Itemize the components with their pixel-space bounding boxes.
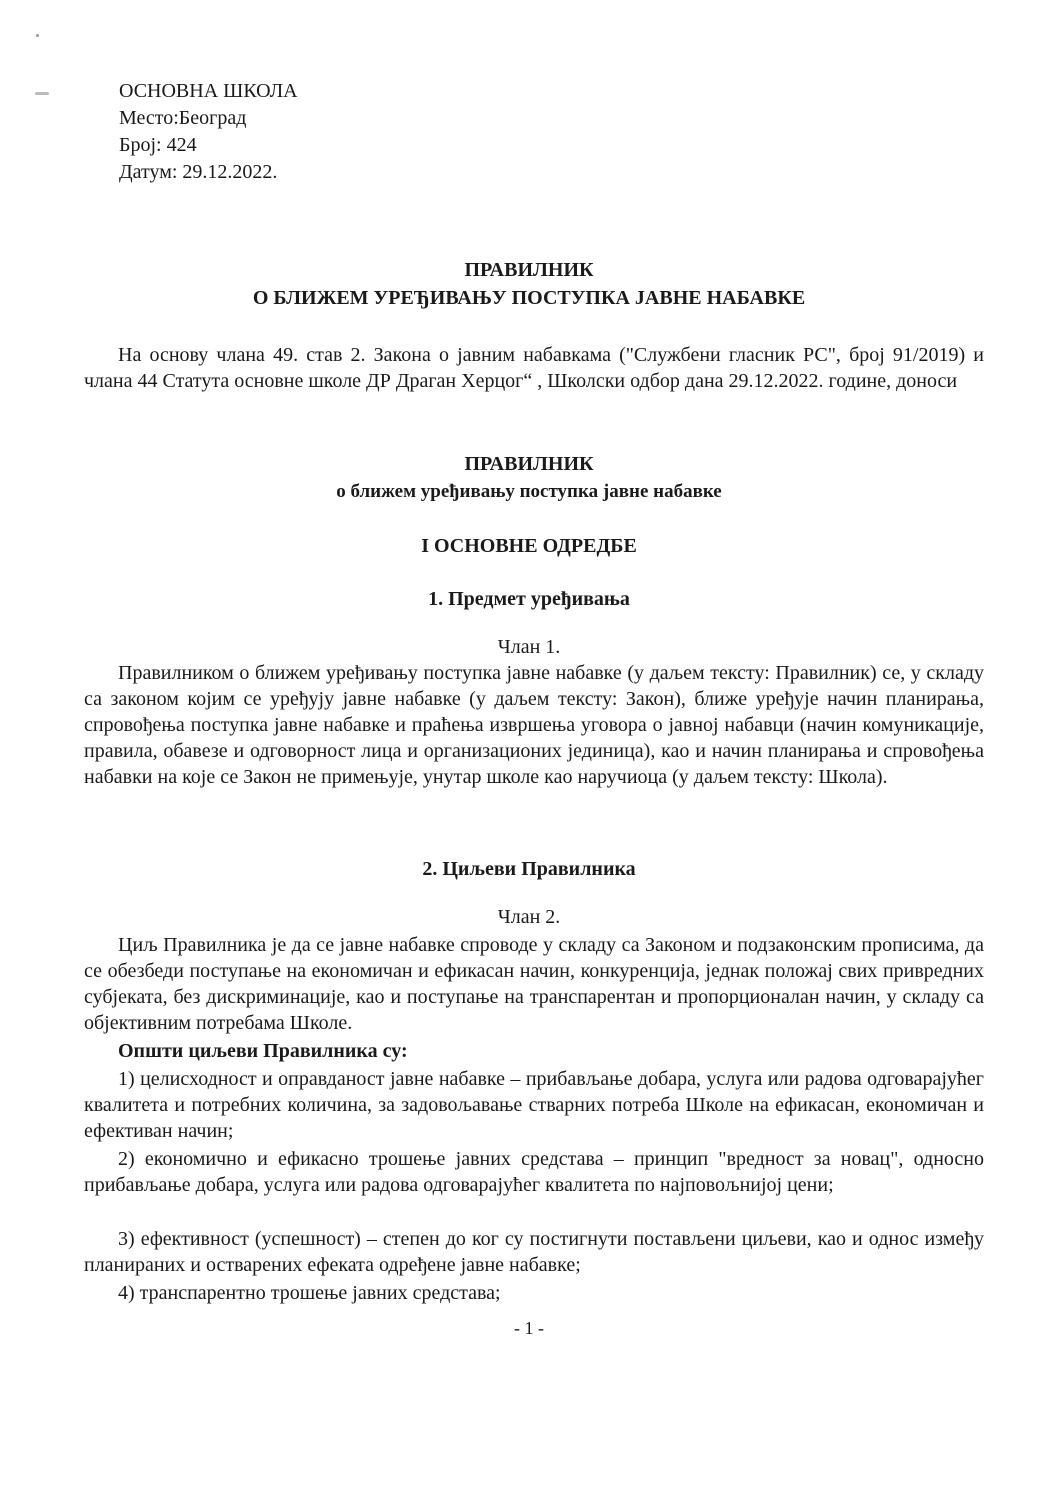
- document-date: Датум: 29.12.2022.: [119, 161, 278, 183]
- document-header: [119, 78, 298, 186]
- main-title-line1: ПРАВИЛНИК: [464, 259, 594, 281]
- article-2-text: Циљ Правилника је да се јавне набавке спроводе у складу са Законом и подзаконским прописима, да се обезбеди поступање на економичан и ефикасан начин, конкуренција, једнак положај свих привредних субјеката, без дискриминације, као и поступање на транспарентан и пропорционалан начин, у складу са објективним потребама Школе.: [84, 934, 984, 1034]
- subsection-1-heading: 1. Предмет уређивања: [428, 588, 630, 610]
- school-name: ОСНОВНА ШКОЛА: [119, 80, 298, 102]
- page-number: - 1 -: [514, 1318, 544, 1338]
- article-1-text: Правилником о ближем уређивању поступка јавне набавке (у даљем тексту: Правилник) се, у складу са законом којим се уређују јавне набавке (у даљем тексту: Закон), ближе уређује начин планирања, спровођења поступка јавне набавке и праћења извршења уговора о јавној набавци (начин комуникације, правила, обавезе и одговорност лица и организационих јединица), као и начин планирања и спровођења набавки на које се Закон не примењује, унутар школе као наручиоца (у даљем тексту: Школа).: [84, 662, 984, 788]
- goal-item-1: 1) целисходност и оправданост јавне набавке – прибављање добара, услуга или радова одговарајућег квалитета и потребних количина, за задовољавање стварних потреба Школе на ефикасан, економичан и ефективан начин;: [84, 1068, 984, 1142]
- goal-item-4: 4) транспарентно трошење јавних средстава;: [118, 1282, 501, 1304]
- goal-item-3: 3) ефективност (успешност) – степен до ког су постигнути постављени циљеви, као и однос између планираних и остварених ефеката одређене јавне набавке;: [84, 1228, 984, 1276]
- goal-item-2: 2) економично и ефикасно трошење јавних средстава – принцип "вредност за новац", односно прибављање добара, услуга или радова одговарајућег квалитета по најповољнијој цени;: [84, 1148, 984, 1196]
- preamble: На основу члана 49. став 2. Закона о јавним набавкама ("Службени гласник РС", број 91/2019) и члана 44 Статута основне школе ДР Драган Херцог“ , Школски одбор дана 29.12.2022. године, доноси: [84, 344, 984, 392]
- place: Место:Београд: [119, 107, 247, 129]
- second-title: [0, 450, 1058, 506]
- section-heading: I ОСНОВНЕ ОДРЕДБЕ: [421, 535, 637, 557]
- second-title-line1: ПРАВИЛНИК: [464, 453, 594, 475]
- second-title-line2: о ближем уређивању поступка јавне набавке: [336, 481, 722, 502]
- document-number: Број: 424: [119, 134, 197, 156]
- article-2-label: Члан 2.: [497, 906, 561, 928]
- main-title-line2: О БЛИЖЕМ УРЕЂИВАЊУ ПОСТУПКА ЈАВНЕ НАБАВКЕ: [252, 287, 806, 309]
- general-goals-heading: Општи циљеви Правилника су:: [118, 1040, 408, 1062]
- scan-speck: [36, 34, 39, 37]
- scan-speck: [35, 92, 49, 95]
- subsection-2-heading: 2. Циљеви Правилника: [422, 858, 636, 880]
- article-1-label: Члан 1.: [497, 636, 561, 658]
- main-title: [0, 256, 1058, 312]
